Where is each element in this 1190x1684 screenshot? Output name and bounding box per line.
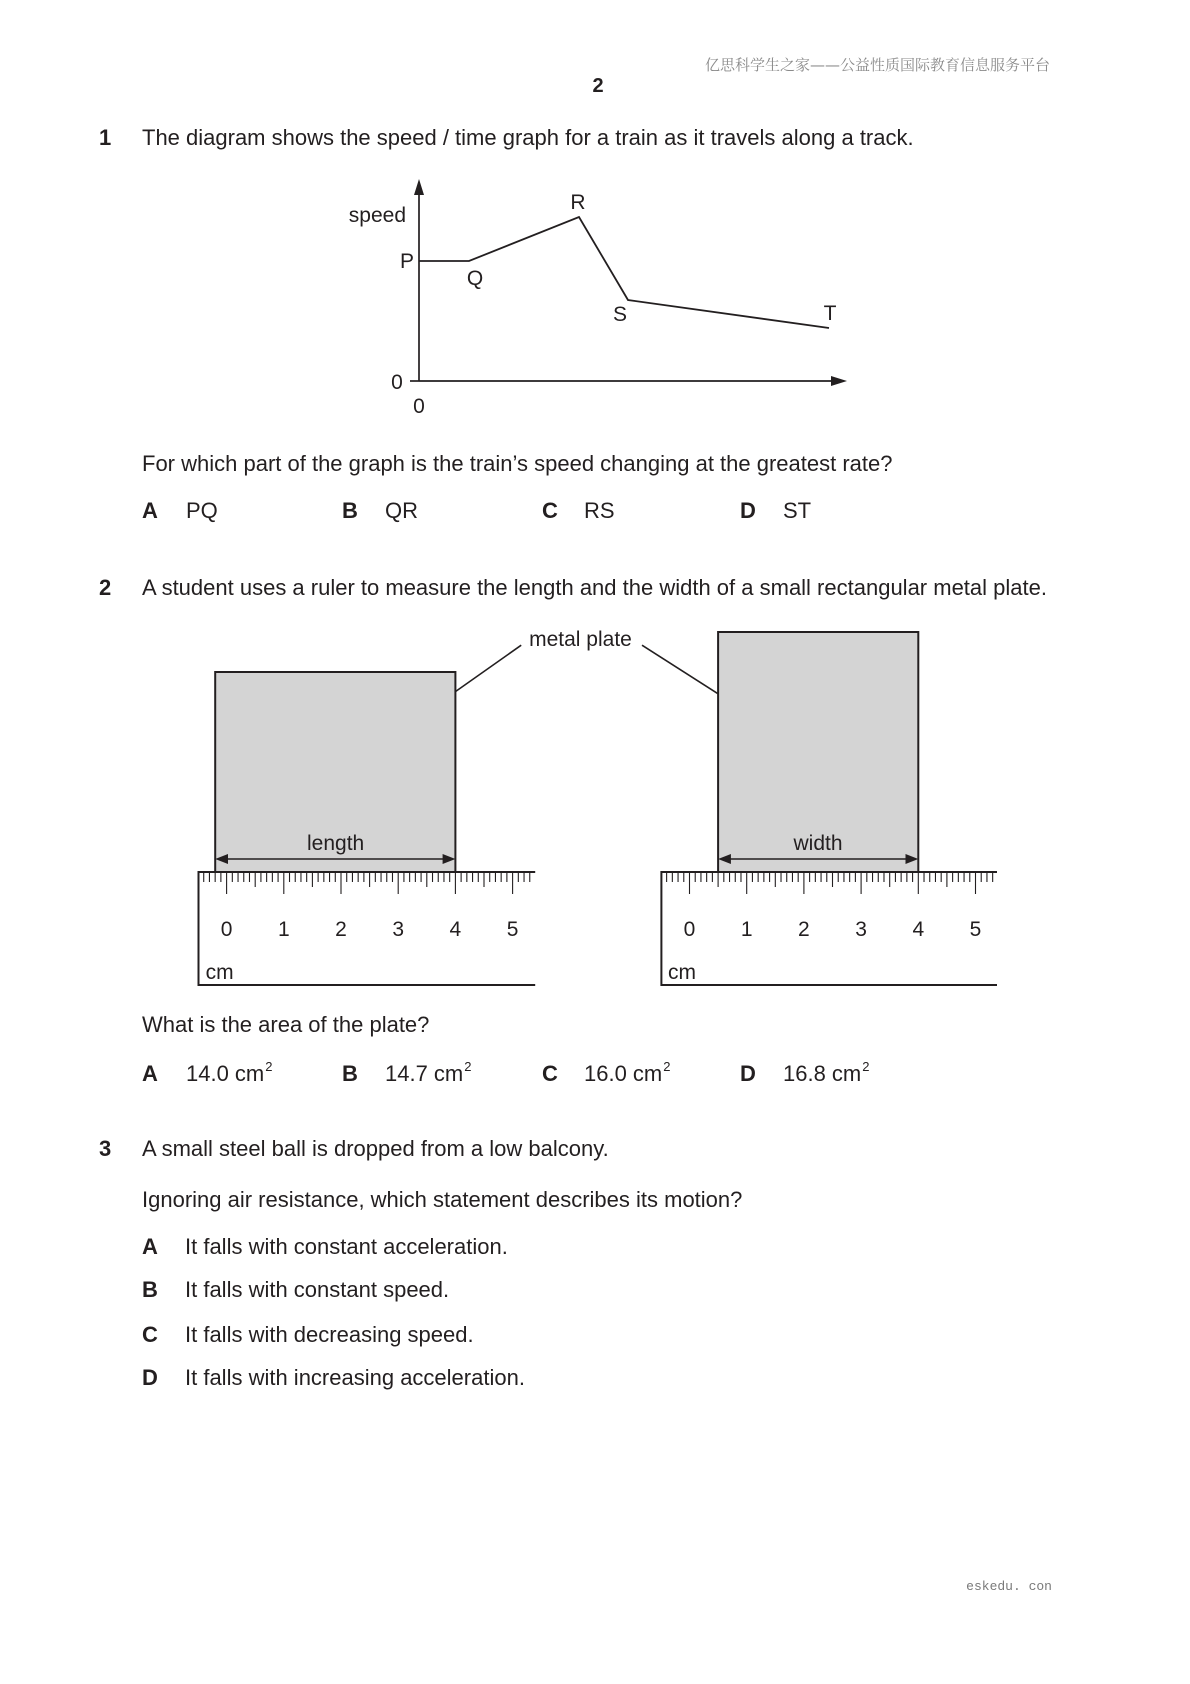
metal-plate-leader-right	[642, 645, 718, 694]
q3-option-c-letter: C	[142, 1322, 158, 1347]
question-3-stem: A small steel ball is dropped from a low balcony.	[142, 1136, 609, 1161]
left-ruler-number-3: 3	[392, 918, 405, 941]
q2-option-d-value: 16.8 cm	[783, 1061, 862, 1086]
left-ruler-number-1: 1	[277, 918, 290, 941]
q1-option-a-text: PQ	[186, 498, 218, 523]
graph-y-axis-label: speed	[348, 204, 406, 227]
left-ruler-number-0: 0	[220, 918, 233, 941]
q1-option-c-letter: C	[542, 498, 558, 523]
page-number: 2	[592, 75, 604, 97]
right-ruler-unit: cm	[668, 961, 696, 984]
right-ruler-number-1: 1	[740, 918, 753, 941]
q3-option-d-text: It falls with increasing acceleration.	[185, 1365, 525, 1390]
q1-option-c-text: RS	[584, 498, 615, 523]
width-label: width	[793, 832, 843, 855]
q2-option-b-text	[385, 1058, 472, 1087]
left-ruler-unit: cm	[205, 961, 234, 984]
right-ruler-number-5: 5	[969, 918, 982, 941]
header-watermark: 亿思科学生之家——公益性质国际教育信息服务平台	[704, 56, 1050, 74]
q2-option-c-letter: C	[542, 1061, 558, 1086]
q2-option-d-letter: D	[740, 1061, 756, 1086]
question-2-number: 2	[99, 575, 112, 600]
left-ruler-number-4: 4	[449, 918, 462, 941]
q2-option-c-value: 16.0 cm	[584, 1061, 663, 1086]
q2-option-c-text	[584, 1058, 671, 1087]
left-ruler-scale	[221, 918, 519, 941]
q3-option-b-text: It falls with constant speed.	[185, 1277, 450, 1302]
metal-plate-label: metal plate	[529, 628, 632, 651]
graph-point-label-q: Q	[466, 267, 484, 290]
footer-site: eskedu. con	[966, 1579, 1052, 1594]
q2-option-d-exponent: 2	[862, 1058, 870, 1074]
graph-point-label-r: R	[570, 191, 586, 214]
graph-y-axis-arrowhead	[414, 179, 424, 195]
q2-option-b-value: 14.7 cm	[385, 1061, 464, 1086]
ruler-measurement-diagram	[190, 620, 1010, 1000]
right-ruler-number-3: 3	[855, 918, 867, 941]
graph-origin-x-label: 0	[413, 395, 425, 418]
left-ruler-number-5: 5	[506, 918, 519, 941]
left-ruler-ticks	[204, 872, 530, 894]
q2-option-b-letter: B	[342, 1061, 358, 1086]
q2-option-c-exponent: 2	[663, 1058, 671, 1074]
question-1-prompt: For which part of the graph is the train’s speed changing at the greatest rate?	[142, 451, 893, 476]
right-ruler-ticks	[667, 872, 993, 894]
question-1-stem: The diagram shows the speed / time graph for a train as it travels along a track.	[142, 125, 914, 150]
question-2-stem: A student uses a ruler to measure the length and the width of a small rectangular metal plate.	[142, 575, 1047, 600]
speed-time-graph	[330, 170, 870, 420]
q3-option-a-text: It falls with constant acceleration.	[185, 1234, 508, 1259]
q2-option-a-text	[186, 1058, 273, 1087]
graph-point-label-p: P	[399, 250, 415, 273]
q2-option-a-value: 14.0 cm	[186, 1061, 265, 1086]
q1-option-b-letter: B	[342, 498, 358, 523]
q3-option-b-letter: B	[142, 1277, 158, 1302]
right-ruler-scale	[684, 918, 982, 941]
question-3-number: 3	[99, 1136, 112, 1161]
metal-plate-leader-left	[455, 645, 521, 691]
length-label: length	[306, 832, 365, 855]
q3-option-c-text: It falls with decreasing speed.	[185, 1322, 474, 1347]
question-1-number: 1	[99, 125, 112, 150]
q1-option-a-letter: A	[142, 498, 158, 523]
question-2-prompt: What is the area of the plate?	[142, 1012, 430, 1037]
left-ruler-outline	[199, 872, 536, 985]
right-ruler-number-2: 2	[798, 918, 810, 941]
q1-option-b-text: QR	[385, 498, 418, 523]
question-3-prompt: Ignoring air resistance, which statement describes its motion?	[142, 1187, 743, 1212]
graph-x-axis-arrowhead	[831, 376, 847, 386]
right-ruler-number-0: 0	[683, 918, 696, 941]
left-ruler-number-2: 2	[335, 918, 347, 941]
q1-option-d-text: ST	[783, 498, 812, 523]
q3-option-d-letter: D	[142, 1365, 158, 1390]
q2-option-d-text	[783, 1058, 870, 1087]
q2-option-a-letter: A	[142, 1061, 158, 1086]
q2-option-b-exponent: 2	[464, 1058, 472, 1074]
q2-option-a-exponent: 2	[265, 1058, 273, 1074]
right-ruler-outline	[661, 872, 997, 985]
graph-origin-y-label: 0	[391, 371, 403, 394]
q3-option-a-letter: A	[142, 1234, 158, 1259]
right-ruler-number-4: 4	[912, 918, 925, 941]
graph-point-label-s: S	[612, 303, 628, 326]
q1-option-d-letter: D	[740, 498, 756, 523]
graph-point-label-t: T	[823, 302, 837, 325]
